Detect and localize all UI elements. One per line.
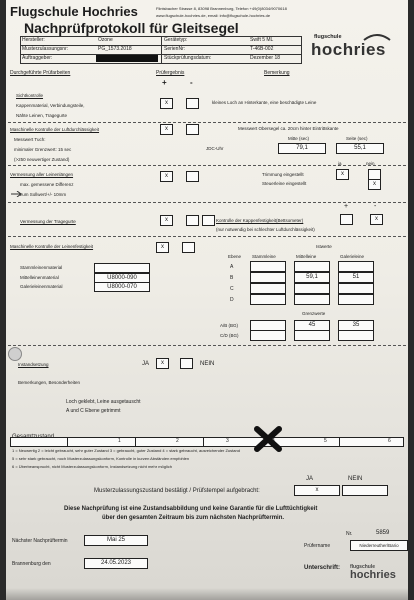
mittel-d-cell[interactable] bbox=[294, 294, 330, 305]
ab-bg-label: A/B (BG) bbox=[220, 323, 239, 328]
document-title: Nachprüfprotokoll für Gleitsegel bbox=[24, 20, 239, 36]
leinen-plus-checkbox[interactable]: x bbox=[160, 171, 173, 182]
luft-mitte-value[interactable]: 79,1 bbox=[278, 143, 326, 154]
galerie-d-cell[interactable] bbox=[338, 294, 374, 305]
instand-nein-label: NEIN bbox=[200, 361, 215, 367]
stamm-d-cell[interactable] bbox=[250, 294, 286, 305]
label-seriennr: SerienNr: bbox=[164, 46, 186, 52]
kappen-minus-checkbox[interactable]: x bbox=[370, 214, 383, 225]
naechster-value[interactable]: Mai 25 bbox=[84, 535, 148, 546]
stamm-mat-value[interactable] bbox=[94, 263, 150, 273]
istwerte-label: Istwerte bbox=[316, 244, 332, 249]
trimm-ja-label: ja bbox=[338, 161, 342, 166]
grenz-cd-galerie[interactable] bbox=[338, 330, 374, 341]
grenzwerte-label: Grenzwerte bbox=[302, 311, 326, 316]
mittelleine-header: Mittelleine bbox=[296, 254, 317, 259]
arrow-icon bbox=[10, 191, 22, 197]
trimm-nein-label: nein bbox=[366, 161, 375, 166]
kappen-plus-checkbox[interactable] bbox=[340, 214, 353, 225]
nr-value: 5859 bbox=[376, 530, 390, 536]
label-geraetetyp: Gerätetyp: bbox=[164, 37, 188, 43]
leinen-sollwert: zum Sollwert/+/- 10mm bbox=[20, 192, 67, 197]
pruefername-label: Prüfername bbox=[304, 543, 331, 549]
stamm-mat-label: Stammleinenmaterial bbox=[20, 265, 63, 270]
muster-ja-checkbox[interactable]: x bbox=[294, 485, 340, 496]
naechster-label: Nächster Nachprüftermin bbox=[12, 538, 68, 544]
leinenfest-plus-checkbox[interactable]: x bbox=[156, 242, 169, 253]
muster-ja-label: JA bbox=[306, 476, 314, 482]
ebene-header: Ebene bbox=[228, 254, 242, 259]
cd-bg-label: C/D (BG) bbox=[220, 333, 239, 338]
gesamt-1[interactable]: 1 bbox=[118, 438, 121, 444]
column-minus: - bbox=[190, 78, 193, 87]
stamm-c-cell[interactable] bbox=[250, 283, 286, 294]
trage-plus-checkbox[interactable]: x bbox=[160, 215, 173, 226]
grenz-cd-mittel[interactable] bbox=[294, 330, 330, 341]
instand-title: Instandsetzung bbox=[18, 362, 49, 367]
leinenfest-minus-checkbox[interactable] bbox=[182, 242, 195, 253]
sicht-kappe: Kappenmaterial, Verbindungsteile, bbox=[16, 103, 85, 108]
muster-nein-label: NEIN bbox=[348, 476, 363, 482]
grenz-cd-stamm[interactable] bbox=[250, 330, 286, 341]
label-auftraggeber: Auftraggeber: bbox=[22, 55, 53, 61]
instand-nein-checkbox[interactable] bbox=[180, 358, 193, 369]
mittel-mat-value[interactable]: U8000-090 bbox=[94, 273, 150, 283]
trage-title: Vermessung der Tragegurte bbox=[20, 219, 76, 224]
stamm-b-cell[interactable] bbox=[250, 272, 286, 283]
sicht-title: Sichtkontrolle bbox=[16, 93, 44, 98]
label-musterzulassung: Musterzulassungsnr: bbox=[22, 46, 69, 52]
trimm-ja-checkbox[interactable]: x bbox=[336, 169, 349, 180]
luft-title: Maschinelle Kontrolle der Luftdurchlässigkeit bbox=[10, 127, 100, 132]
label-stueckpruefung: Stückprüfungsdatum: bbox=[164, 55, 212, 61]
school-contact: www.flugschule-hochries.de, email: info@flugschule-hochries.de bbox=[156, 13, 271, 18]
galerie-c-cell[interactable] bbox=[338, 283, 374, 294]
leinen-minus-checkbox[interactable] bbox=[186, 171, 199, 182]
luft-seite-header: Seite (sec) bbox=[346, 136, 368, 141]
school-name: Flugschule Hochries bbox=[10, 4, 138, 19]
school-address: Flintsbacher Strasse 8, 83098 Brannenburg, Telefon +49(0)8034/9070618 bbox=[156, 6, 287, 11]
gesamt-legend-3: 6 = Überbeansprucht, nicht Musterzulassungskonform, Instandsetzung nicht mehr möglich bbox=[12, 464, 172, 469]
value-seriennr: T-46B-002 bbox=[250, 46, 274, 52]
steuer-label: Steuerleine eingestellt bbox=[262, 181, 307, 186]
luft-seite-value[interactable]: 55,1 bbox=[336, 143, 384, 154]
mittel-a-cell[interactable] bbox=[294, 261, 330, 272]
mittel-b-cell[interactable]: 59,1 bbox=[294, 272, 330, 283]
muster-nein-checkbox[interactable] bbox=[342, 485, 388, 496]
logo-big-text: hochries bbox=[311, 40, 386, 59]
ort-label: Brannenburg den bbox=[12, 561, 51, 567]
galerie-a-cell[interactable] bbox=[338, 261, 374, 272]
galerie-mat-value[interactable]: U8000-070 bbox=[94, 282, 150, 292]
gesamt-5[interactable]: 5 bbox=[324, 438, 327, 444]
value-stueckpruefung: Dezember 18 bbox=[250, 55, 281, 61]
stamm-a-cell[interactable] bbox=[250, 261, 286, 272]
paraglider-logo-icon bbox=[362, 30, 392, 44]
sicht-minus-checkbox[interactable] bbox=[186, 98, 199, 109]
value-geraetetyp: Swift 5 ML bbox=[250, 37, 274, 43]
gesamt-legend-1: 1 = Neuwertig 2 = leicht gebraucht, sehr guter Zustand 3 = gebraucht, guter Zustand 4 = stark gebraucht, ausreichender Zustand bbox=[12, 448, 240, 453]
luft-grenzwert: minimaler Grenzwert: 15 sec bbox=[14, 147, 72, 152]
leinenfest-title: Maschinelle Kontrolle der Leinenfestigkeit bbox=[10, 244, 94, 249]
sicht-plus-checkbox[interactable]: x bbox=[160, 98, 173, 109]
gesamt-2[interactable]: 2 bbox=[176, 438, 179, 444]
kappen-title: Kontrolle der Kappenfestigkeit(Bettsometer) bbox=[216, 218, 304, 223]
galerie-mat-label: Galerieleinenmaterial bbox=[20, 284, 63, 289]
datum-value[interactable]: 24.05.2023 bbox=[84, 558, 148, 569]
steuer-nein-checkbox[interactable]: x bbox=[368, 179, 381, 190]
instand-ja-checkbox[interactable]: x bbox=[156, 358, 169, 369]
luft-neuwertig: (>250 neuwertiger Zustand) bbox=[14, 157, 70, 162]
galerie-b-cell[interactable]: 51 bbox=[338, 272, 374, 283]
grenz-ab-galerie[interactable]: 35 bbox=[338, 320, 374, 331]
trage-minus-checkbox[interactable] bbox=[186, 215, 199, 226]
gesamt-6[interactable]: 6 bbox=[388, 438, 391, 444]
stamp-logo-big: hochries bbox=[350, 569, 396, 581]
stamp-logo-small: flugschule bbox=[350, 564, 376, 570]
luft-messwert-obersegel: Messwert Obersegel ca. 20cm hinter Eintrittskante bbox=[238, 126, 339, 131]
mittel-c-cell[interactable] bbox=[294, 283, 330, 294]
column-work: Durchgeführte Prüfarbeiten bbox=[10, 70, 71, 76]
column-remarks: Bemerkung bbox=[264, 70, 290, 76]
column-plus: + bbox=[162, 78, 167, 87]
leinen-differenz: max. gemessene Differenz bbox=[20, 182, 74, 187]
ebene-b: B bbox=[230, 275, 234, 281]
unterschrift-label: Unterschrift: bbox=[304, 565, 341, 571]
instand-ja-label: JA bbox=[142, 361, 150, 367]
kappen-plus-label: + bbox=[344, 203, 349, 210]
bemerkung-2: A und C Ebene getrimmt bbox=[66, 408, 121, 414]
binder-ring bbox=[8, 347, 22, 361]
ebene-a: A bbox=[230, 264, 234, 270]
garantie-line-2: über den gesamten Zeitraum bis zum nächsten Nachprüftermin. bbox=[102, 515, 285, 521]
kappen-minus-label: - bbox=[374, 203, 377, 210]
galerieleine-header: Galerieleine bbox=[340, 254, 365, 259]
ebene-d: D bbox=[230, 297, 234, 303]
sicht-remark: kleines Loch an Hinterkante, eine beschädigte Leine bbox=[212, 100, 317, 105]
gesamt-legend-2: 5 = sehr stark gebraucht, noch Musterzulassungskonform, Kontrolle in kurzen Abständen empfohlen bbox=[12, 456, 190, 461]
label-hersteller: Hersteller: bbox=[22, 37, 45, 43]
page-shadow bbox=[6, 588, 408, 600]
bemerkungen-label: Bemerkungen, Besonderheiten bbox=[18, 380, 81, 385]
selected-cross-mark-icon bbox=[254, 426, 282, 452]
value-musterzulassung: PG_1573.2018 bbox=[98, 46, 132, 52]
luft-jdc: JDC-Uhr bbox=[206, 146, 224, 151]
muster-label: Musterzulassungszustand bestätigt / Prüfstempel aufgebracht: bbox=[94, 488, 260, 494]
kappen-sub: (nur notwendig bei schlechter Luftdurchlässigkeit) bbox=[216, 227, 315, 232]
leinen-title: Vermessung aller Leinenlängen bbox=[10, 172, 74, 177]
trimm-label: Trimmung eingestellt bbox=[262, 172, 304, 177]
value-hersteller: Ozone bbox=[98, 37, 113, 43]
luft-messwert: Messwert Tuch: bbox=[14, 137, 46, 142]
redacted-client bbox=[96, 55, 158, 62]
column-result: Prüfergebnis bbox=[156, 70, 185, 76]
luft-plus-checkbox[interactable]: x bbox=[160, 124, 173, 135]
garantie-line-1: Diese Nachprüfung ist eine Zustandsabbildung und keine Garantie für die Lufttüchtigkeit bbox=[64, 506, 318, 512]
nr-label: Nr. bbox=[346, 531, 353, 537]
ebene-c: C bbox=[230, 286, 234, 292]
sicht-naehte: Nähte Leinen, Tragegurte bbox=[16, 113, 68, 118]
mittel-mat-label: Mittelleinenmaterial bbox=[20, 275, 59, 280]
inspection-sheet bbox=[6, 0, 408, 600]
pruefername-value[interactable]: Niederreuther/Bario bbox=[350, 540, 408, 551]
stammleine-header: Stammleine bbox=[252, 254, 276, 259]
kappen-left-checkbox[interactable] bbox=[202, 215, 215, 226]
logo-small-text: flugschule bbox=[314, 34, 342, 40]
luft-mitte-header: Mitte (sec) bbox=[288, 136, 310, 141]
bemerkung-1: Loch geklebt, Leine ausgetauscht bbox=[66, 399, 141, 405]
luft-minus-checkbox[interactable] bbox=[186, 124, 199, 135]
gesamt-3[interactable]: 3 bbox=[226, 438, 229, 444]
gesamt-scale bbox=[10, 437, 404, 447]
grenz-ab-mittel[interactable]: 45 bbox=[294, 320, 330, 331]
